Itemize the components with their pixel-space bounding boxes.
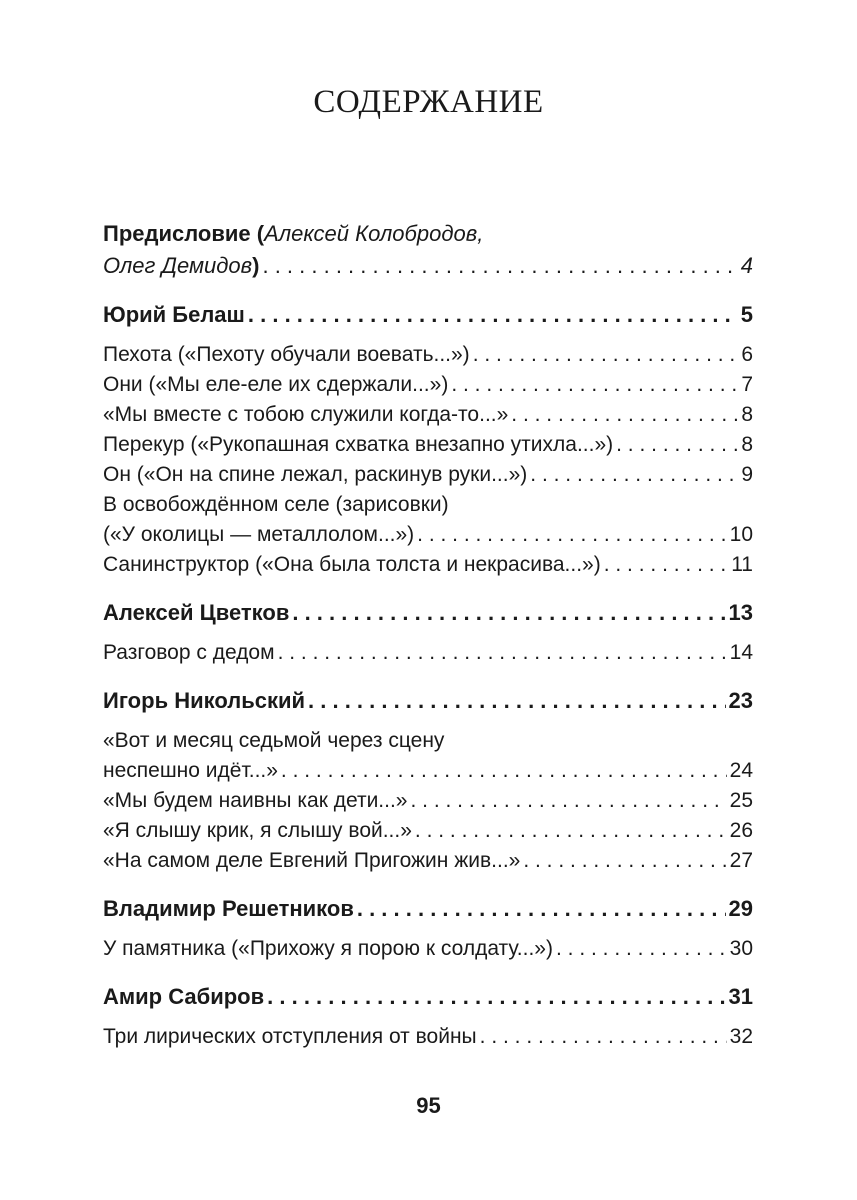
dot-leader xyxy=(616,430,738,460)
work-title: Он («Он на спине лежал, раскинув руки...») xyxy=(103,463,528,486)
toc-work-entry[interactable] xyxy=(103,816,753,846)
work-title: Разговор с дедом xyxy=(103,641,275,664)
preface-close-paren: ) xyxy=(252,253,260,278)
author-name: Юрий Белаш xyxy=(103,302,245,327)
preface-line-2 xyxy=(103,250,753,282)
toc-page-number: 31 xyxy=(728,984,753,1009)
toc-page-number: 8 xyxy=(741,433,753,456)
toc-author-entry[interactable] xyxy=(103,982,753,1012)
toc-work-entry[interactable] xyxy=(103,490,753,550)
dot-leader xyxy=(480,1022,727,1052)
toc-work-entry[interactable] xyxy=(103,340,753,370)
work-title: Санинструктор («Она была толста и некрасива...») xyxy=(103,553,601,576)
toc-work-entry[interactable] xyxy=(103,846,753,876)
toc-page-number: 6 xyxy=(741,343,753,366)
toc-work-entry[interactable] xyxy=(103,1022,753,1052)
toc-page-number: 25 xyxy=(729,789,753,812)
dot-leader xyxy=(308,686,725,716)
dot-leader xyxy=(556,934,727,964)
toc-author-entry[interactable] xyxy=(103,686,753,716)
toc-work-entry[interactable] xyxy=(103,638,753,668)
dot-leader xyxy=(278,638,727,668)
toc-page-number: 4 xyxy=(740,253,753,278)
work-title-line: В освобождённом селе (зарисовки) xyxy=(103,493,449,516)
work-title: Пехота («Пехоту обучали воевать...») xyxy=(103,343,470,366)
dot-leader xyxy=(357,894,726,924)
toc-work-entry[interactable] xyxy=(103,726,753,786)
preface-line-1 xyxy=(103,218,753,250)
toc-page-number: 14 xyxy=(729,641,753,664)
dot-leader xyxy=(267,982,725,1012)
toc-page-number: 32 xyxy=(729,1025,753,1048)
toc-work-entry[interactable] xyxy=(103,460,753,490)
work-title: Они («Мы еле-еле их сдержали...») xyxy=(103,373,449,396)
preface-authors-line-2: Олег Демидов xyxy=(103,253,253,278)
toc-page-number: 26 xyxy=(729,819,753,842)
toc-work-entry[interactable] xyxy=(103,786,753,816)
table-of-contents xyxy=(103,218,753,1052)
toc-page-number: 8 xyxy=(741,403,753,426)
dot-leader xyxy=(292,598,725,628)
dot-leader xyxy=(262,250,737,282)
dot-leader xyxy=(417,520,726,550)
toc-page-number: 10 xyxy=(729,523,753,546)
toc-page-number: 27 xyxy=(729,849,753,872)
toc-page-number: 23 xyxy=(728,688,753,713)
page-title: СОДЕРЖАНИЕ xyxy=(313,84,544,120)
work-title: неспешно идёт...» xyxy=(103,759,278,782)
work-title: Перекур («Рукопашная схватка внезапно утихла...») xyxy=(103,433,614,456)
toc-page-number: 5 xyxy=(740,302,753,327)
toc-page-number: 29 xyxy=(728,896,753,921)
author-name: Игорь Никольский xyxy=(103,688,306,713)
toc-author-entry[interactable] xyxy=(103,598,753,628)
toc-work-entry[interactable] xyxy=(103,430,753,460)
toc-page-number: 13 xyxy=(728,600,753,625)
dot-leader xyxy=(248,300,738,330)
work-title: У памятника («Прихожу я порою к солдату...») xyxy=(103,937,553,960)
work-title: «Я слышу крик, я слышу вой...» xyxy=(103,819,412,842)
author-name: Амир Сабиров xyxy=(103,984,265,1009)
dot-leader xyxy=(473,340,739,370)
dot-leader xyxy=(451,370,738,400)
toc-page-number: 30 xyxy=(729,937,753,960)
work-title: («У околицы — металлолом...») xyxy=(103,523,415,546)
toc-page-number: 11 xyxy=(731,553,753,576)
preface-label: Предисловие xyxy=(103,221,251,246)
page-number: 95 xyxy=(416,1093,441,1118)
work-title: Три лирических отступления от войны xyxy=(103,1025,477,1048)
toc-page-number: 7 xyxy=(741,373,753,396)
dot-leader xyxy=(281,756,727,786)
dot-leader xyxy=(415,816,727,846)
toc-work-entry[interactable] xyxy=(103,550,753,580)
author-name: Алексей Цветков xyxy=(103,600,290,625)
toc-page-number: 24 xyxy=(729,759,753,782)
work-title-line: «Вот и месяц седьмой через сцену xyxy=(103,729,445,752)
dot-leader xyxy=(410,786,726,816)
toc-work-entry[interactable] xyxy=(103,934,753,964)
work-title: «Мы вместе с тобою служили когда-то...» xyxy=(103,403,509,426)
work-title: «На самом деле Евгений Пригожин жив...» xyxy=(103,849,521,872)
author-name: Владимир Решетников xyxy=(103,896,354,921)
preface-open-paren: ( xyxy=(250,221,265,246)
dot-leader xyxy=(604,550,728,580)
toc-preface[interactable] xyxy=(103,218,753,282)
preface-authors-line-1: Алексей Колобродов, xyxy=(264,221,484,246)
toc-work-entry[interactable] xyxy=(103,400,753,430)
toc-work-entry[interactable] xyxy=(103,370,753,400)
dot-leader xyxy=(523,846,726,876)
toc-page-number: 9 xyxy=(741,463,753,486)
work-title: «Мы будем наивны как дети...» xyxy=(103,789,408,812)
dot-leader xyxy=(530,460,738,490)
dot-leader xyxy=(511,400,738,430)
toc-author-entry[interactable] xyxy=(103,300,753,330)
toc-author-entry[interactable] xyxy=(103,894,753,924)
